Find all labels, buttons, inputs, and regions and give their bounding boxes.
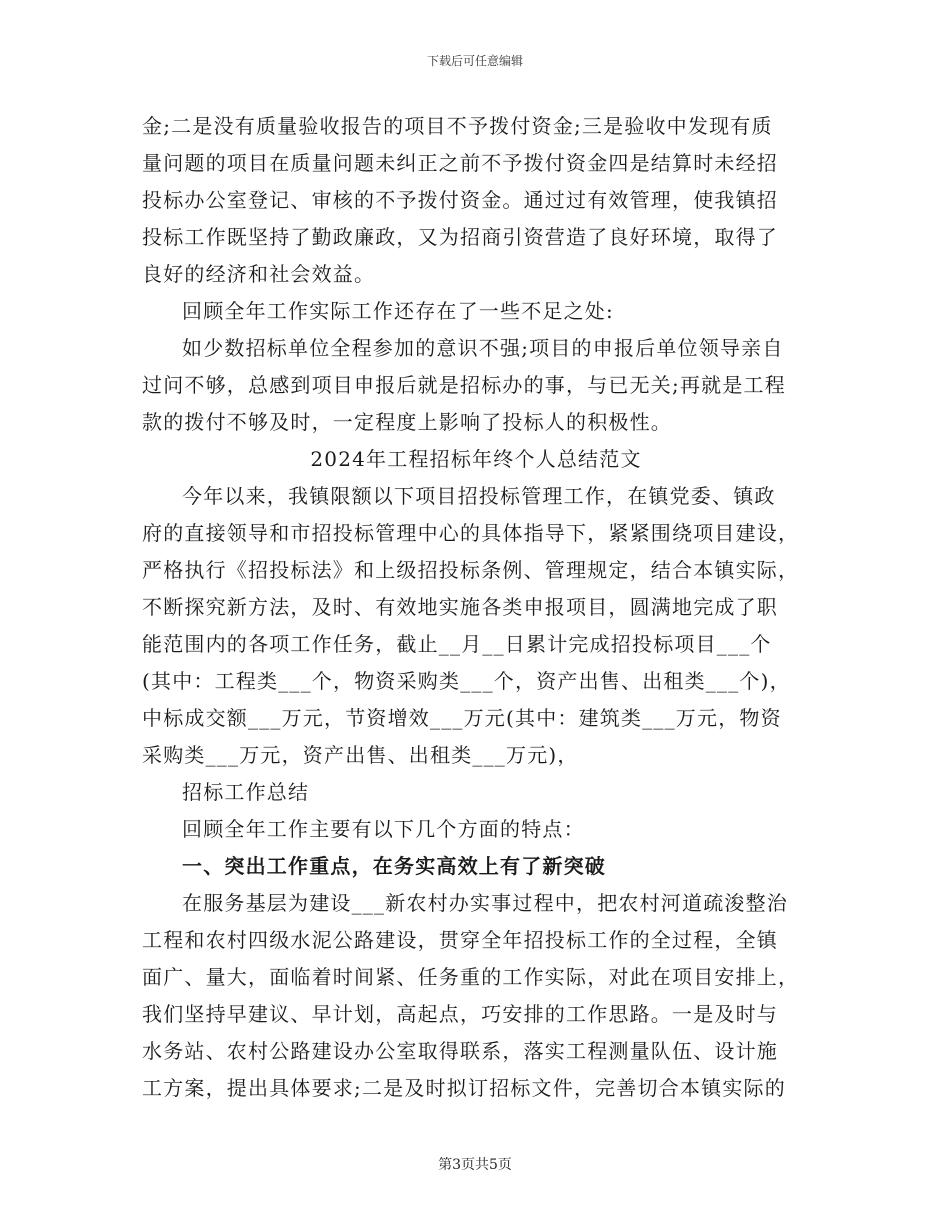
text-line: 投标办公室登记、审核的不予拨付资金。通过过有效管理，使我镇招 [142,188,778,212]
text-line: 今年以来，我镇限额以下项目招投标管理工作，在镇党委、镇政 [182,484,776,508]
section-title: 2024年工程招标年终个人总结范文 [310,447,642,471]
text-line: 采购类___万元，资产出售、出租类___万元)， [142,743,579,767]
section-heading: 一、突出工作重点，在务实高效上有了新突破 [182,854,606,878]
page-header: 下载后可任意编辑 [426,54,523,68]
text-line: 回顾全年工作实际工作还存在了一些不足之处: [182,299,614,323]
text-line: 府的直接领导和市招投标管理中心的具体指导下，紧紧围绕项目建设， [142,521,800,545]
text-line: 我们坚持早建议、早计划，高起点，巧安排的工作思路。一是及时与 [142,1002,778,1026]
document-body [142,108,810,1107]
text-line: 招标工作总结 [182,780,310,804]
text-line: 良好的经济和社会效益。 [142,262,376,286]
text-line: 在服务基层为建设___新农村办实事过程中，把农村河道疏浚整治 [182,891,788,915]
text-line: 工方案，提出具体要求;二是及时拟订招标文件，完善切合本镇实际的 [142,1076,786,1100]
text-line: 严格执行《招投标法》和上级招投标条例、管理规定，结合本镇实际， [142,558,800,582]
text-line: 投标工作既坚持了勤政廉政，又为招商引资营造了良好环境，取得了 [142,225,778,249]
text-line: 水务站、农村公路建设办公室取得联系，落实工程测量队伍、设计施 [142,1039,778,1063]
page-footer: 第3页共5页 [438,1157,512,1173]
text-line: 金;二是没有质量验收报告的项目不予拨付资金;三是验收中发现有质 [142,114,773,138]
text-line: 工程和农村四级水泥公路建设，贯穿全年招投标工作的全过程，全镇 [142,928,778,952]
text-line: 中标成交额___万元，节资增效___万元(其中：建筑类___万元，物资 [142,706,782,730]
text-line: 面广、量大，面临着时间紧、任务重的工作实际，对此在项目安排上， [142,965,800,989]
text-line: 过问不够，总感到项目申报后就是招标办的事，与已无关;再就是工程 [142,373,786,397]
text-line: (其中：工程类___个，物资采购类___个，资产出售、出租类___个)， [142,669,791,693]
text-line: 回顾全年工作主要有以下几个方面的特点： [182,817,585,841]
text-line: 能范围内的各项工作任务，截止__月__日累计完成招投标项目___个 [142,632,772,656]
text-line: 不断探究新方法，及时、有效地实施各类申报项目，圆满地完成了职 [142,595,778,619]
text-line: 款的拨付不够及时，一定程度上影响了投标人的积极性。 [142,410,672,434]
text-line: 量问题的项目在质量问题未纠正之前不予拨付资金四是结算时未经招 [142,151,778,175]
text-line: 如少数招标单位全程参加的意识不强;项目的申报后单位领导亲自 [182,336,784,360]
